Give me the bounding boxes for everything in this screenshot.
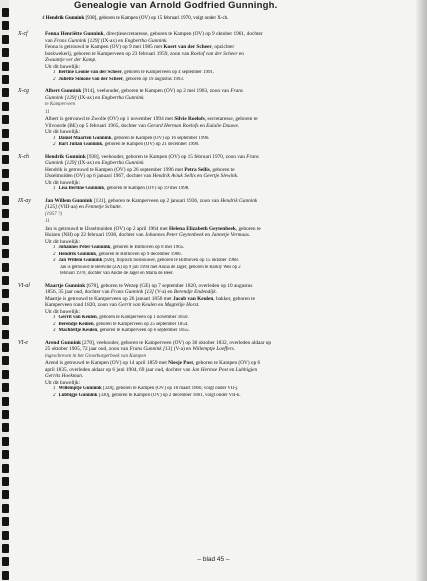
page-edge-shadow [415, 0, 427, 581]
child-details: [330], geboren te Kampen (OV) op 2 december 1861, volgt onder VII-k. [97, 392, 241, 398]
child-number: 2 [53, 251, 56, 257]
handwritten-note: (1957 ?) [45, 211, 63, 217]
text-run: Jan is getrouwd te IJsselmuiden (OV) op 2 april 1964 met [45, 225, 170, 232]
child-details: , geboren te Kamperveen op 1 november 1850. [96, 315, 189, 320]
binding-hole [2, 343, 9, 352]
entry-body [45, 283, 393, 335]
child-name: Hendrik Gunnink [58, 251, 97, 257]
binding-hole [2, 35, 9, 44]
parent-name: Engbertha Gunnink. [124, 37, 168, 44]
child-details: , geboren te Kampen (OV) op 19 mei 1998. [104, 186, 190, 191]
child-item [45, 142, 393, 149]
parent-name: Lubbigjen [235, 366, 258, 373]
entry-body [45, 154, 393, 193]
child-number: 2 [53, 392, 56, 398]
text-run: (IX-ax) en [76, 94, 102, 101]
running-header: Genealogie van Arnold Godfried Gunningh. [74, 0, 278, 11]
person-name: Albert Gunnink [45, 88, 82, 94]
binding-hole [2, 289, 9, 298]
binding-hole [2, 557, 9, 566]
text-run: Vilvoorde (BE) op 5 februari 1965, dochter van [45, 122, 148, 129]
handwritten-note: 11 [45, 109, 50, 115]
person-name: Jan Willem Gunnink [45, 197, 93, 204]
binding-hole [2, 477, 9, 486]
handwritten-note: 11 [45, 219, 50, 224]
child-details: , geboren te Kampen (OV) op 21 december 1998. [102, 142, 200, 147]
text-run: , bakker, geboren te [213, 295, 255, 302]
binding-hole [2, 531, 9, 540]
child-name: Juliëtte Simone van der Scheer [58, 76, 124, 82]
parent-name: Frans Gunnink [129] [53, 37, 100, 44]
person-name: Arend Gunnink [45, 339, 81, 346]
text-run: (IX-ax) en [99, 37, 125, 44]
text-run: Kamperveen rond 1820, zoon van [45, 302, 119, 308]
parent-name: Johannes Peter Geytenbeek [144, 232, 204, 238]
text-run: , geboren te Kampen (OV) op 6 [192, 360, 261, 366]
person-name: Jacob van Keulen [172, 295, 214, 302]
parent-name: Hendrik Gunnink [220, 197, 258, 204]
text-run: [678], geboren te Wezep (GE) op 7 september 1820, overleden op 10 augustus [85, 282, 253, 289]
genealogy-entry [18, 88, 393, 149]
binding-hole [2, 370, 9, 379]
generation-code: X-cg [18, 88, 29, 94]
child-number: 3 [53, 328, 56, 333]
binding-hole [2, 517, 9, 526]
text-run: (V-a) en [172, 346, 193, 352]
binding-hole [2, 8, 9, 17]
binding-hole [2, 155, 9, 164]
child-name: Lubbigje Gunnink [58, 392, 98, 398]
entry-line [45, 218, 393, 226]
text-run: Hendrik is getrouwd te Kampen (OV) op 26 september 1996 met [45, 166, 185, 173]
binding-hole [2, 276, 9, 285]
generation-code: VI-e [18, 339, 28, 346]
binding-hole [2, 142, 9, 151]
child-details: , geboren te Kampen (OV) op 16 september 1996. [111, 135, 210, 141]
text-run: , opzichter [211, 44, 235, 50]
handwritten-note: te Kamperveen [45, 102, 76, 107]
child-name: Bertine Leonie van der Scheer [58, 70, 122, 75]
child-name: Gerrit van Keulen [58, 315, 97, 320]
binding-hole [2, 236, 9, 245]
parent-name: Eulalie Dauwe. [206, 122, 240, 129]
child-name: Jan Willem Gunnink [58, 258, 103, 263]
text-run: (VIII-aa) en [57, 204, 86, 210]
text-run: , geboren te [235, 225, 261, 232]
text-run: en [156, 302, 165, 308]
person-name: Silvie Roelofs [174, 116, 205, 122]
binding-hole [2, 316, 9, 325]
binding-hole [2, 209, 9, 218]
child-number: 3 [53, 258, 56, 263]
parent-name: Frans Gunnink [13] [110, 289, 154, 295]
continued-child-line [18, 16, 229, 21]
parent-name: Frans Gunnink [13] [129, 346, 173, 352]
entry-line [45, 211, 393, 219]
person-name: Fenna Henriëtte Gunnink [45, 31, 104, 37]
parent-name: Hendrik Aviuk Sellis [152, 173, 196, 179]
parent-name: Berendje Endendijk. [173, 289, 217, 295]
text-run: [914], veehouder, geboren te Kampen (OV) op 2 mei 1963, zoon van [81, 88, 231, 94]
parent-name: Magtelije Horst. [164, 302, 200, 308]
binding-hole [2, 115, 9, 124]
text-run: en [203, 232, 212, 238]
genealogy-entry [18, 31, 393, 83]
child-name: Machteltje Keulen [58, 328, 98, 333]
text-run: Uit dit huwelijk: [45, 179, 81, 186]
child-marriage-note: Jan is getrouwd te Bellville (ZA) op 9 juli 1994 met Aluna de Jager, geboren te Barkly Wes op 2 [60, 264, 241, 270]
child-number: 1 [53, 186, 56, 191]
genealogy-entries [18, 31, 393, 404]
text-run: , geboren te [209, 166, 235, 173]
binding-hole [2, 504, 9, 513]
binding-hole [2, 303, 9, 312]
parent-name: Gerrit van Keulen [118, 302, 157, 308]
binding-hole [2, 263, 9, 272]
child-number: 2 [53, 321, 56, 327]
child-details: , geboren te Bilthoven op 8 mei 1965. [110, 245, 185, 250]
parent-name: Gunnink [129] [45, 160, 77, 166]
text-run: IJsselmuiden (OV) op 6 januari 1967, dochter van [45, 173, 153, 179]
text-run: en [237, 50, 244, 57]
child-number: 2 [53, 142, 56, 147]
parent-name: Frans [230, 88, 243, 94]
parent-name: Frans [246, 153, 259, 160]
entry-body [45, 88, 393, 149]
child-details: , geboren te Kamperveen op 4 september 1991. [121, 70, 215, 75]
person-name: Niesje Post [168, 360, 193, 366]
text-run: 25 oktober 1905, 72 jaar oud, zoon van [45, 346, 130, 352]
child-name: Willemptje Gunnink [58, 386, 102, 391]
generation-code: X-cf [18, 31, 28, 37]
person-name: Maartje Gunnink [45, 282, 86, 289]
parent-name: Gunnink [129] [45, 94, 77, 101]
text-run: Maartje is getrouwd te Kamperveen op 26 januari 1850 met [45, 295, 173, 302]
text-run: Albert is getrouwd te Zwolle (OV) op 1 november 1994 met [45, 116, 175, 122]
text-run: [938], veehouder, geboren te Kampen (OV) op 15 februari 1970, zoon van [85, 153, 247, 160]
text-run: van [45, 37, 54, 44]
text-run: boskwekerij, geboren te Kamperveen op 23 februari 1959, zoon van [45, 50, 191, 57]
binding-hole [2, 330, 9, 339]
entry-body [45, 198, 393, 278]
child-details: , geboren te Kamperveen op 6 september 1855. [97, 328, 190, 333]
binding-hole [2, 21, 9, 30]
generation-code: IX-ay [18, 197, 31, 204]
text-run: Uit dit huwelijk: [45, 63, 81, 70]
entry-line [45, 101, 393, 109]
child-name: Lisa Bertine Gunnink [58, 186, 105, 191]
parent-name: Gerard Herman Roelofs [147, 122, 199, 129]
binding-hole [2, 383, 9, 392]
text-run: april 1835, overleden aldaar op 6 juni 1904, 69 jaar oud, dochter van [45, 366, 192, 373]
child-number: 2 [53, 76, 56, 82]
generation-code: X-ch [18, 153, 29, 160]
genealogy-entry [18, 154, 393, 193]
binding-hole [2, 182, 9, 191]
child-name: Daniel Maarten Gunnink [58, 135, 112, 141]
child-name: Hendrik Gunnink [45, 16, 85, 21]
text-run: (V-a) en [153, 289, 174, 295]
binding-hole [2, 464, 9, 473]
binding-hole [2, 102, 9, 111]
parent-name: Geertje Slewink. [203, 173, 239, 179]
child-details: [328], geboren te Kampen (OV) op 18 maart 1860, volgt onder VII-j. [101, 386, 239, 391]
person-name: Petra Sellis [184, 166, 210, 173]
parent-name: [125] [45, 204, 58, 210]
binding-hole [2, 450, 9, 459]
child-details: , geboren op 19 augustus 1993. [123, 76, 185, 82]
entry-line [45, 109, 393, 117]
child-name: Bart Julian Gunnink [58, 142, 103, 147]
binding-hole [2, 196, 9, 205]
genealogy-entry [18, 198, 393, 278]
child-item [45, 393, 393, 400]
binding-hole [2, 571, 9, 580]
child-number: 1 [53, 245, 56, 250]
text-run: Uit dit huwelijk: [45, 379, 81, 386]
text-run: Arend is getrouwd te Kampen (OV) op 14 april 1859 met [45, 360, 169, 366]
child-name: Johannes Peter Gunnink [58, 245, 111, 250]
binding-hole [2, 129, 9, 138]
binding-hole [2, 75, 9, 84]
child-details: [938], geboren te Kampen (OV) op 15 februari 1970, volgt onder X-ch. [84, 16, 229, 21]
text-run: Uit dit huwelijk: [45, 129, 81, 135]
binding-hole [2, 48, 9, 57]
parent-name: Jan Hermse Post [191, 366, 229, 373]
child-details: [920], tropisch bosbouwer, geboren te Bilthoven op 15 oktober 1968. [102, 258, 239, 263]
binding-hole [2, 437, 9, 446]
text-run: Uit dit huwelijk: [45, 308, 81, 315]
text-run: , secretaresse, geboren te [204, 116, 258, 122]
binding-hole [2, 423, 9, 432]
binding-hole [2, 490, 9, 499]
parent-name: Fennetje Schutte. [85, 204, 122, 210]
entry-body [45, 31, 393, 83]
child-number: 1 [53, 135, 56, 141]
child-details: , geboren te Kamperveen op 25 september 1854. [93, 321, 189, 327]
binding-hole [2, 249, 9, 258]
genealogy-entry [18, 283, 393, 335]
binding-hole [2, 397, 9, 406]
child-item [45, 186, 393, 193]
text-run: en [198, 122, 207, 129]
child-details: , geboren te Bilthoven op 9 december 1966. [96, 251, 182, 257]
child-item [45, 328, 393, 335]
binding-hole [2, 88, 9, 97]
child-marriage-note: februari 1970, dochter van Andre de Jager en Maria de Beer. [60, 271, 174, 276]
binding-hole [2, 356, 9, 365]
binding-hole [2, 62, 9, 71]
text-run: , direcțiesecretaresse, geboren te Kampen (OV) op 9 oktober 1961, dochter [103, 31, 263, 37]
text-run: (IX-ax) en [76, 160, 102, 166]
person-name: Helena Elizabeth Geytenbeek [169, 225, 236, 232]
person-name: Hendrik Gunnink [45, 153, 86, 160]
generation-code: VI-al [18, 282, 30, 289]
child-number: 1 [53, 315, 56, 320]
binding-hole [2, 169, 9, 178]
text-run: [131], geboren te Kamperveen op 2 januari 1936, zoon van [92, 197, 221, 204]
text-run: 1856, 35 jaar oud, dochter van [45, 289, 111, 295]
text-run: en [195, 173, 204, 179]
annotation: ingeschreven in het Grootburgerboek van Kampen [45, 353, 146, 359]
genealogy-entry [18, 340, 393, 400]
text-run: Uit dit huwelijk: [45, 238, 81, 245]
child-name: Berendje Keulen [58, 321, 94, 327]
child-number: 1 [53, 386, 56, 391]
parent-name: Zwaantje ver der Kamp. [45, 57, 97, 63]
parent-name: Engbertha Gunnink. [101, 94, 145, 101]
parent-name: Jannetje Vermaas. [211, 232, 251, 238]
parent-name: Engbertha Gunnink. [101, 160, 145, 166]
child-number: 4 [42, 16, 45, 21]
text-run: Huizen (NH) op 22 februari 1938, dochter van [45, 232, 145, 238]
binding-hole [2, 222, 9, 231]
entry-body [45, 340, 393, 400]
child-number: 1 [53, 70, 56, 75]
binding-hole [2, 544, 9, 553]
binding-hole [2, 410, 9, 419]
text-run: en [228, 366, 236, 373]
text-run: [270], veehouder, geboren te Kamperveen (OV) op 30 oktober 1832, overleden aldaar op [80, 339, 272, 346]
entry-line [45, 353, 393, 361]
text-run: Fenna is getrouwd te Kampen (OV) op 9 mei 1985 met [45, 44, 164, 50]
parent-name: Willemptje Loeffers. [192, 346, 236, 352]
child-item [45, 77, 393, 84]
parent-name: Gerrits Hoekman. [45, 373, 84, 379]
parent-name: Roelof van der Scheer [190, 50, 238, 57]
page-number: – blad 45 – [197, 556, 230, 563]
person-name: Koert van der Scheer [163, 44, 212, 50]
